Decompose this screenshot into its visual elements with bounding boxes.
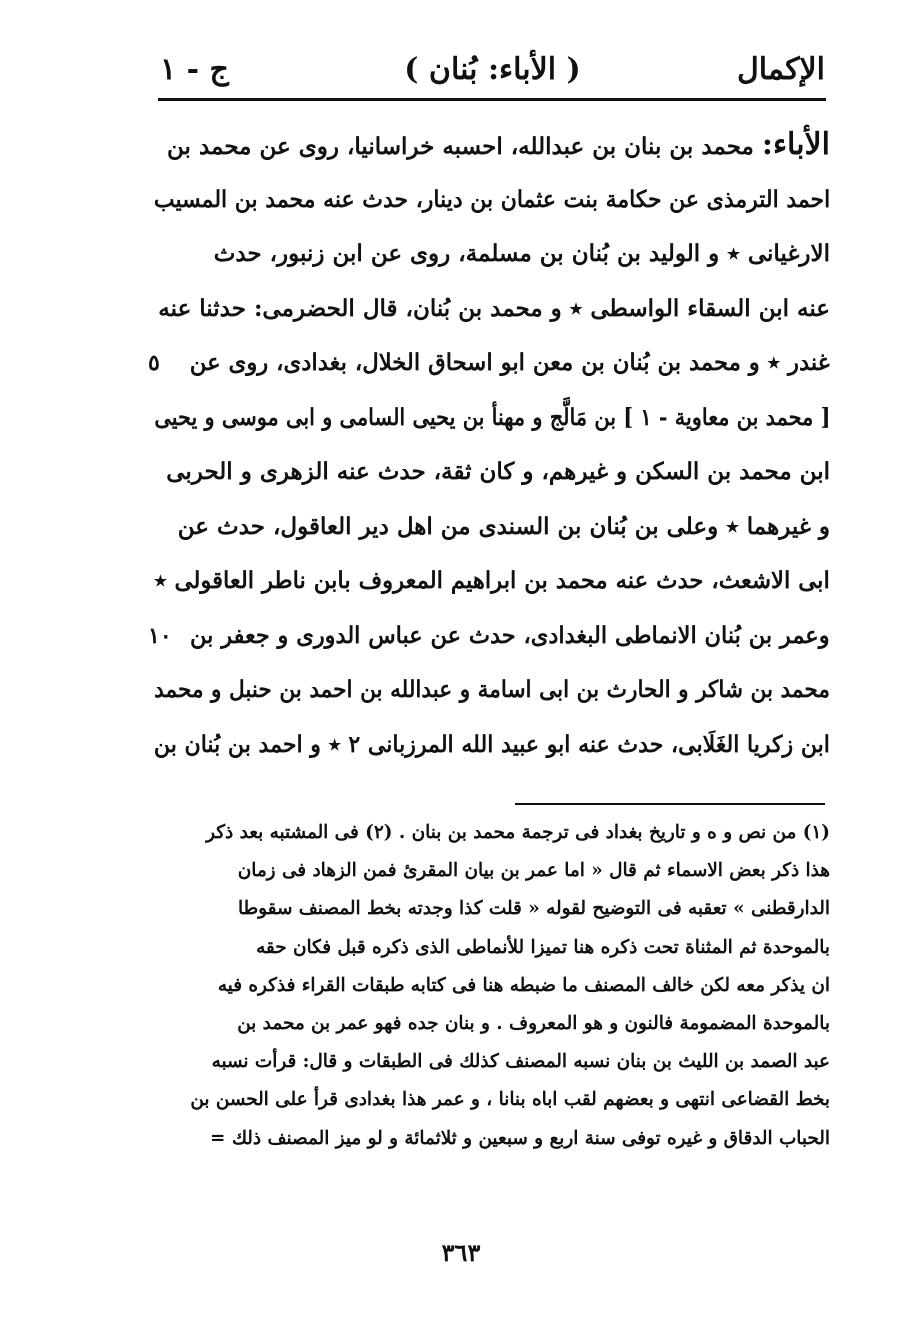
entry-heading: ( الأباء: بُنان ) <box>404 52 581 87</box>
main-line-text: ابى الاشعث، حدث عنه محمد بن ابراهيم المعروف بابن ناطر العاقولى ٭ <box>154 567 830 594</box>
main-line <box>150 554 830 609</box>
main-line-text: ابن محمد بن السكن و غيرهم، و كان ثقة، حدث عنه الزهرى و الحربى <box>166 458 830 485</box>
footnote-line: عبد الصمد بن الليث بن بنان نسبه المصنف كذلك فى الطبقات و قال: قرأت نسبه <box>211 1051 830 1073</box>
main-line <box>150 445 830 500</box>
lead-word: الأباء: <box>761 127 830 162</box>
header-rule <box>158 98 826 101</box>
main-line-text: و غيرهما ٭ وعلى بن بُنان بن السندى من اهل دير العاقول، حدث عن <box>177 512 830 540</box>
book-title: الإكمال <box>736 52 825 87</box>
main-line-text: احمد الترمذى عن حكامة بنت عثمان بن دينار، حدث عنه محمد بن المسيب <box>153 185 830 213</box>
footnote-line: بالموحدة المضمومة فالنون و هو المعروف . و بنان جده فهو عمر بن محمد بن <box>237 1012 830 1034</box>
line-number: ٥ <box>148 350 160 376</box>
main-line <box>150 336 830 391</box>
main-line <box>150 718 830 773</box>
main-line-text: عنه ابن السقاء الواسطى ٭ و محمد بن بُنان، قال الحضرمى: حدثنا عنه <box>158 294 830 322</box>
main-text <box>150 118 830 772</box>
page-header <box>160 48 825 98</box>
main-line-text: محمد بن بنان بن عبدالله، احسبه خراسانيا، روى عن محمد بن <box>167 133 762 160</box>
main-line <box>150 118 830 173</box>
volume-label: ج - ١ <box>160 52 229 87</box>
footnote-line: الحباب الدقاق و غيره توفى سنة اربع و سبعين و ثلاثمائة و لو ميز المصنف ذلك = <box>210 1127 830 1149</box>
main-line <box>150 173 830 228</box>
main-line <box>150 663 830 718</box>
main-line-text: وعمر بن بُنان الانماطى البغدادى، حدث عن عباس الدورى و جعفر بن <box>190 621 830 649</box>
main-line-text: [ محمد بن معاوية - ١ ] بن مَالَّج و مهنأ بن يحيى السامى و ابى موسى و يحيى <box>153 403 830 431</box>
footnote-line: (١) من نص و ه و تاريخ بغداد فى ترجمة محمد بن بنان . (٢) فى المشتبه بعد ذكر <box>206 822 830 843</box>
main-line <box>150 609 830 664</box>
main-line-text: محمد بن شاكر و الحارث بن ابى اسامة و عبدالله بن احمد بن حنبل و محمد <box>154 676 830 703</box>
main-line <box>150 391 830 446</box>
footnote-line: هذا ذكر بعض الاسماء ثم قال « اما عمر بن بيان المقرئ فمن الزهاد فى زمان <box>237 860 830 882</box>
main-line-text: غندر ٭ و محمد بن بُنان بن معن ابو اسحاق الخلال، بغدادى، روى عن <box>190 349 830 376</box>
footnote-line: بخط القضاعى انتهى و بعضهم لقب اباه بنانا ، و عمر هذا بغدادى قرأ على الحسن بن <box>190 1089 830 1111</box>
footnote-line: ان يذكر معه لكن خالف المصنف ما ضبطه هنا فى كتابه طبقات القراء فذكره فيه <box>217 974 830 996</box>
main-line-text: الارغيانى ٭ و الوليد بن بُنان بن مسلمة، روى عن ابن زنبور، حدث <box>213 240 830 267</box>
footnotes <box>150 814 830 1158</box>
main-line-text: ابن زكريا الغَلَابى، حدث عنه ابو عبيد الله المرزبانى ٢ ٭ و احمد بن بُنان بن <box>153 730 830 758</box>
main-line <box>150 500 830 555</box>
line-number: ١٠ <box>148 622 172 649</box>
main-line <box>150 282 830 337</box>
footnote-line: الدارقطنى » تعقبه فى التوضيح لقوله « قلت كذا وجدته بخط المصنف سقوطا <box>237 898 830 920</box>
page-number: ٣٦٣ <box>441 1238 481 1267</box>
footnote-rule <box>515 803 825 805</box>
main-line <box>150 227 830 282</box>
footnote-line: بالموحدة ثم المثناة تحت ذكره هنا تميزا للأنماطى الذى ذكره قبل فكان حقه <box>256 936 830 958</box>
